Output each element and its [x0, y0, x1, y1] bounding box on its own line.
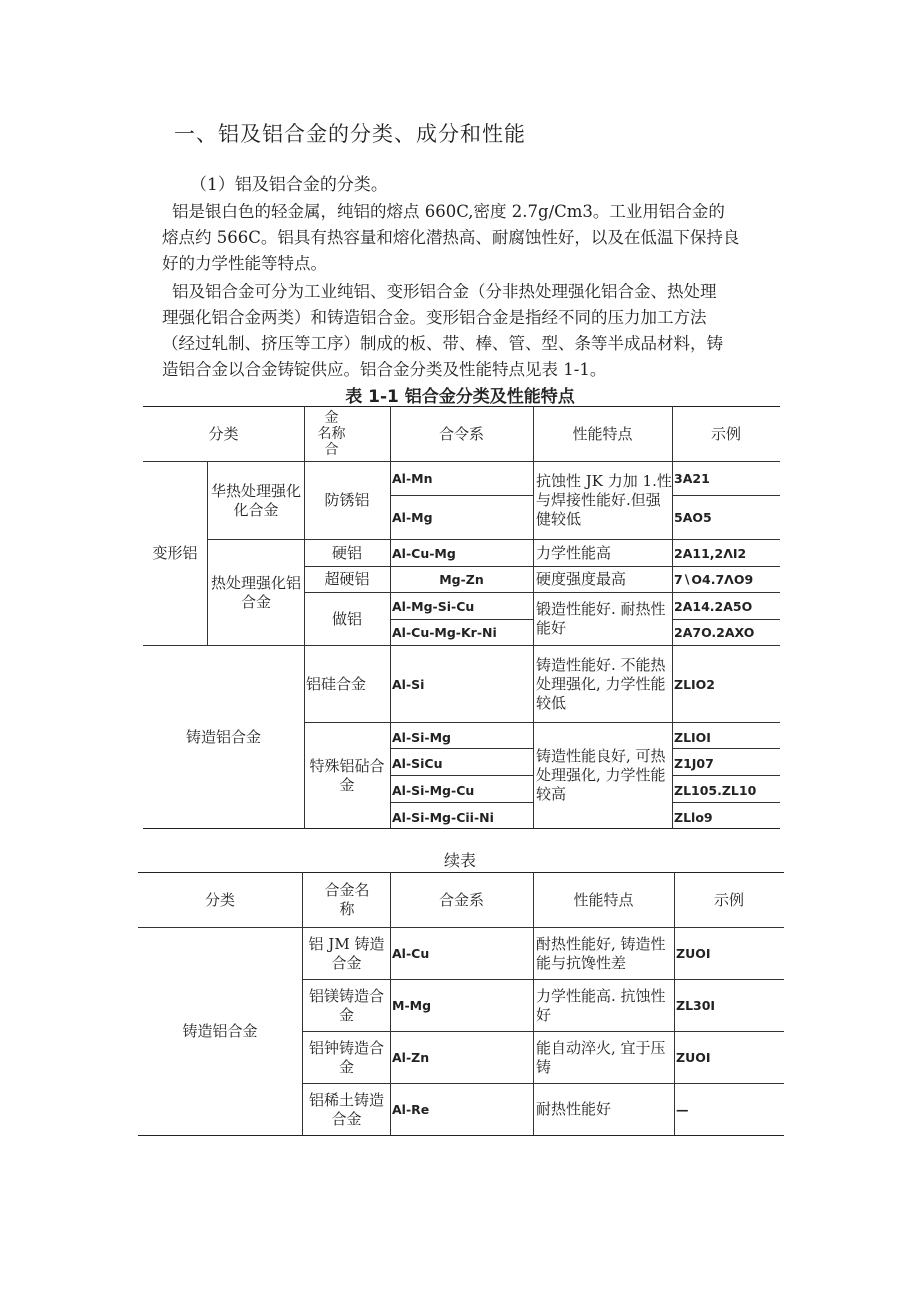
- paragraph-line: 造铝合金以合金铸锭供应。铝合金分类及性能特点见表 1-1。: [162, 360, 607, 379]
- alloy-name: 防锈铝: [324, 491, 370, 509]
- alloy-name: 做铝: [331, 609, 362, 628]
- alloy-name: 铝钟铸造合金: [308, 1038, 384, 1076]
- alloy-property: 铸造性能良好, 可热处理强化, 力学性能较高: [536, 747, 666, 803]
- alloy-series: Al-Mn: [392, 471, 433, 486]
- category-cast: 铸造铝合金: [185, 727, 261, 746]
- table-rule: [672, 775, 780, 776]
- alloy-example: ZL30I: [676, 998, 716, 1013]
- alloy-name: 特殊铝砧合金: [309, 756, 385, 794]
- alloy-property: 硬度强度最高: [536, 570, 627, 588]
- alloy-series: Mg-Zn: [439, 572, 484, 587]
- alloy-name: 硬铝: [331, 543, 362, 562]
- subcategory-heat: 热处理强化铝合金: [210, 573, 301, 611]
- paragraph-line: 好的力学性能等特点。: [162, 254, 327, 273]
- alloy-property: 抗蚀性 JK 力加 1.性与焊接性能好.但强健较低: [536, 472, 672, 528]
- header-series: 合金系: [438, 890, 484, 909]
- alloy-example: —: [676, 1102, 689, 1117]
- paragraph-line: （经过轧制、挤压等工序）制成的板、带、棒、管、型、条等半成品材料，铸: [162, 334, 723, 353]
- paragraph-line: 铝及铝合金可分为工业纯铝、变形铝合金（分非热处理强化铝合金、热处理: [172, 282, 717, 301]
- alloy-name: 超硬铝: [324, 570, 370, 588]
- paragraph-1: [162, 199, 777, 277]
- table-rule: [390, 748, 533, 749]
- table-rule: [672, 802, 780, 803]
- alloy-series: Al-Si-Mg-Cii-Ni: [392, 809, 494, 825]
- alloy-series: Al-Cu-Mg: [392, 545, 456, 561]
- table-rule: [207, 461, 208, 645]
- alloy-example: 3A21: [674, 471, 710, 486]
- category-cast: 铸造铝合金: [182, 1022, 258, 1040]
- alloy-series: Al-Zn: [392, 1050, 430, 1065]
- table-1-caption: 表 1-1 铝合金分类及性能特点: [345, 387, 575, 407]
- alloy-example: 7∖O4.7ΛO9: [674, 572, 754, 587]
- alloy-example: 2A11,2ΛI2: [674, 545, 747, 561]
- alloy-example: 2A14.2A5O: [674, 598, 753, 614]
- alloy-property: 酎热性能好, 铸造性能与抗馋性差: [536, 934, 666, 972]
- table-rule: [138, 1135, 784, 1136]
- alloy-property: 力学性能高: [536, 543, 612, 562]
- header-category: 分类: [204, 890, 235, 909]
- header-property: 性能特点: [573, 890, 634, 909]
- alloy-example: ZUOI: [676, 1050, 711, 1065]
- alloy-property: 力学性能高. 抗蚀性好: [536, 986, 666, 1024]
- header-name-part: 金: [324, 410, 339, 426]
- category-deform: 变形铝: [152, 544, 198, 562]
- alloy-property: 铸造性能好. 不能热处理强化, 力学性能较低: [536, 655, 666, 712]
- sub-heading: （1）铝及铝合金的分类。: [190, 175, 388, 195]
- alloy-example: ZLIOI: [674, 729, 711, 745]
- table-rule: [672, 748, 780, 749]
- alloy-series: Al-Si-Mg-Cu: [392, 783, 475, 798]
- alloy-example: ZLlo9: [674, 809, 713, 825]
- header-name-part: 名称: [317, 426, 346, 442]
- alloy-series: M-Mg: [392, 998, 432, 1013]
- alloy-example: 5AO5: [674, 510, 712, 525]
- header-example: 示例: [713, 890, 744, 909]
- paragraph-line: 铝是银白色的轻金属，纯铝的熔点 660C,密度 2.7g∕Cm3。工业用铝合金的: [172, 202, 725, 221]
- subcategory-nonheat: 华热处理强化化合金: [210, 481, 301, 519]
- paragraph-line: 理强化铝合金两类）和铸造铝合金。变形铝合金是指经不同的压力加工方法: [162, 308, 707, 327]
- header-category: 分类: [208, 424, 239, 443]
- header-series: 合令系: [438, 424, 484, 443]
- alloy-example: 2A7O.2AXO: [674, 625, 755, 640]
- alloy-series: Al-Si: [392, 676, 425, 692]
- alloy-series: Al-Cu-Mg-Kr-Ni: [392, 625, 497, 640]
- table-rule: [143, 828, 780, 829]
- table-rule: [390, 802, 533, 803]
- alloy-property: 能自动淬火, 宜于压铸: [536, 1038, 666, 1076]
- table-2-caption: 续表: [443, 851, 476, 870]
- header-name: [304, 407, 359, 461]
- alloy-series: Al-SiCu: [392, 756, 443, 771]
- alloy-name: 铝镁铸造合金: [308, 986, 384, 1024]
- alloy-series: Al-Mg: [392, 510, 433, 525]
- header-name: 合金名称: [324, 881, 370, 918]
- alloy-example: ZL105.ZL10: [674, 783, 757, 798]
- alloy-property: 锻造性能好. 耐热性能好: [536, 600, 666, 637]
- alloy-example: ZUOI: [676, 946, 711, 961]
- alloy-series: Al-Cu: [392, 946, 430, 961]
- alloy-example: Z1J07: [674, 756, 714, 771]
- header-example: 示例: [710, 424, 741, 443]
- table-rule: [390, 775, 533, 776]
- section-heading: 一、铝及铝合金的分类、成分和性能: [174, 122, 526, 146]
- alloy-example: ZLIO2: [674, 676, 716, 692]
- paragraph-2: [162, 279, 777, 383]
- header-property: 性能特点: [572, 424, 633, 443]
- alloy-name: 铝稀土铸造合金: [308, 1090, 384, 1128]
- alloy-series: Al-Mg-Si-Cu: [392, 598, 475, 614]
- alloy-name: 铝硅合金: [306, 674, 367, 693]
- alloy-property: 耐热性能好: [536, 1100, 612, 1118]
- alloy-name: 铝 JM 铸造合金: [308, 934, 385, 972]
- alloy-series: Al-Re: [392, 1102, 430, 1117]
- paragraph-line: 熔点约 566C。铝具有热容量和熔化潜热高、耐腐蚀性好，以及在低温下保持良: [162, 228, 740, 247]
- alloy-series: Al-Si-Mg: [392, 729, 452, 745]
- header-name-part: 合: [324, 442, 339, 458]
